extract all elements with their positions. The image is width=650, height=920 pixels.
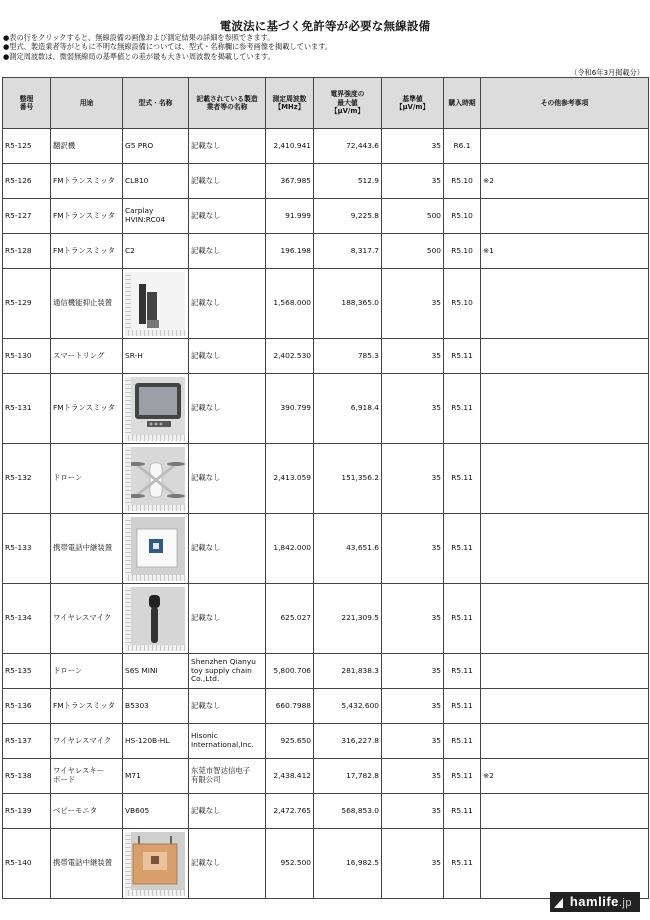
row-other [481,199,649,234]
row-freq: 196.198 [266,234,314,269]
table-row[interactable] [3,339,649,374]
row-purchase: R5.10 [444,269,481,339]
row-freq: 2,438.412 [266,759,314,794]
brand-triangle-icon [554,898,563,908]
row-freq: 2,413.059 [266,444,314,514]
row-purchase: R5.10 [444,234,481,269]
row-use: FMトランスミッタ [51,234,123,269]
row-id: R5-138 [3,759,51,794]
row-use: 翻訳機 [51,129,123,164]
row-id: R5-127 [3,199,51,234]
monitor-device-photo [125,377,185,441]
row-limit: 35 [382,514,444,584]
table-row[interactable] [3,654,649,689]
row-maker: 記載なし [189,829,266,899]
row-maker: 記載なし [189,199,266,234]
row-purchase: R5.11 [444,654,481,689]
row-id: R5-139 [3,794,51,829]
row-id: R5-135 [3,654,51,689]
row-use: スマートリング [51,339,123,374]
row-maker: Shenzhen Qianyu toy supply chain Co.,Ltd. [189,654,266,689]
row-purchase: R5.10 [444,164,481,199]
row-freq: 925.650 [266,724,314,759]
row-model: Carplay HVIN:RC04 [123,199,189,234]
row-limit: 35 [382,724,444,759]
row-model: S6S MINI [123,654,189,689]
row-freq: 2,402.530 [266,339,314,374]
row-id: R5-136 [3,689,51,724]
row-id: R5-137 [3,724,51,759]
row-use: FMトランスミッタ [51,689,123,724]
row-model [123,584,189,654]
header-model: 型式・名称 [123,78,189,129]
row-maker: 記載なし [189,374,266,444]
row-limit: 35 [382,829,444,899]
row-model: VB605 [123,794,189,829]
header-limit: 基準値 【μV/m】 [382,78,444,129]
row-freq: 2,472.765 [266,794,314,829]
table-row[interactable] [3,759,649,794]
header-maker: 記載されている製造 業者等の名称 [189,78,266,129]
row-field: 72,443.6 [314,129,382,164]
table-row[interactable] [3,514,649,584]
row-freq: 390.799 [266,374,314,444]
row-field: 43,651.6 [314,514,382,584]
row-maker: 記載なし [189,164,266,199]
row-other [481,584,649,654]
row-other [481,374,649,444]
row-use: 携帯電話中継装置 [51,514,123,584]
row-model: CL810 [123,164,189,199]
row-maker: 記載なし [189,339,266,374]
brand-name: hamlife [569,894,619,909]
row-field: 221,309.5 [314,584,382,654]
row-limit: 35 [382,164,444,199]
notes [3,33,332,61]
note-line: ●型式、製造業者等がともに不明な無線設備については、型式・名称欄に参考画像を掲載しています。 [3,42,332,52]
row-model [123,514,189,584]
row-field: 17,782.8 [314,759,382,794]
row-purchase: R5.11 [444,794,481,829]
row-limit: 35 [382,374,444,444]
row-id: R5-131 [3,374,51,444]
row-field: 188,365.0 [314,269,382,339]
table-row[interactable] [3,164,649,199]
equipment-table [2,77,649,899]
row-use: FMトランスミッタ [51,199,123,234]
table-row[interactable] [3,724,649,759]
row-field: 568,853.0 [314,794,382,829]
row-field: 8,317.7 [314,234,382,269]
row-freq: 1,842.000 [266,514,314,584]
row-use: ワイヤレスマイク [51,584,123,654]
row-purchase: R6.1 [444,129,481,164]
row-id: R5-129 [3,269,51,339]
row-freq: 660.7988 [266,689,314,724]
row-limit: 35 [382,339,444,374]
row-field: 316,227.8 [314,724,382,759]
row-limit: 35 [382,444,444,514]
antenna-device-photo [125,272,185,336]
table-row[interactable] [3,374,649,444]
row-use: ワイヤレスマイク [51,724,123,759]
row-use: ドローン [51,654,123,689]
row-use: 通信機能抑止装置 [51,269,123,339]
brand-suffix: .jp [618,897,632,909]
table-row[interactable] [3,129,649,164]
row-maker: 記載なし [189,269,266,339]
row-model: M71 [123,759,189,794]
row-purchase: R5.11 [444,444,481,514]
row-limit: 35 [382,759,444,794]
row-freq: 1,568.000 [266,269,314,339]
row-maker: Hisonic International,Inc. [189,724,266,759]
row-other: ※1 [481,234,649,269]
row-model: B5303 [123,689,189,724]
row-other [481,269,649,339]
row-other [481,829,649,899]
row-use: ドローン [51,444,123,514]
row-maker: 記載なし [189,129,266,164]
row-use: ベビーモニタ [51,794,123,829]
row-limit: 35 [382,269,444,339]
row-other [481,794,649,829]
row-freq: 952.500 [266,829,314,899]
row-maker: 記載なし [189,689,266,724]
row-limit: 35 [382,689,444,724]
row-other: ※2 [481,759,649,794]
row-limit: 35 [382,654,444,689]
table-header-row [3,78,649,129]
row-id: R5-130 [3,339,51,374]
row-model [123,374,189,444]
table-row[interactable] [3,794,649,829]
note-line: ●測定周波数は、微弱無線局の基準値との差が最も大きい周波数を掲載しています。 [3,51,275,61]
row-field: 5,432.600 [314,689,382,724]
row-model [123,269,189,339]
brand-logo [550,892,640,912]
row-maker: 記載なし [189,514,266,584]
row-other [481,724,649,759]
table-row[interactable] [3,689,649,724]
row-use: FMトランスミッタ [51,374,123,444]
table-row[interactable] [3,829,649,899]
table-row[interactable] [3,584,649,654]
row-purchase: R5.11 [444,689,481,724]
table-row[interactable] [3,269,649,339]
row-other [481,689,649,724]
row-maker: 記載なし [189,794,266,829]
row-limit: 35 [382,794,444,829]
row-purchase: R5.11 [444,339,481,374]
row-maker: 記載なし [189,584,266,654]
note-line: ●表の行をクリックすると、無線設備の画像および測定結果の詳細を参照できます。 [3,33,275,42]
row-id: R5-125 [3,129,51,164]
row-field: 512.9 [314,164,382,199]
row-purchase: R5.11 [444,514,481,584]
table-row[interactable] [3,444,649,514]
repeater-gold-photo [125,832,185,896]
row-field: 16,982.5 [314,829,382,899]
row-model: G5 PRO [123,129,189,164]
row-freq: 5,800.706 [266,654,314,689]
row-other: ※2 [481,164,649,199]
repeater-white-photo [125,517,185,581]
row-use: ワイヤレスキー ボード [51,759,123,794]
row-maker: 記載なし [189,234,266,269]
row-model: HS-120B-HL [123,724,189,759]
row-model [123,829,189,899]
row-id: R5-126 [3,164,51,199]
header-id: 整理 番号 [3,78,51,129]
drone-photo [125,447,185,511]
row-freq: 625.027 [266,584,314,654]
row-freq: 91.999 [266,199,314,234]
row-other [481,444,649,514]
microphone-photo [125,587,185,651]
row-freq: 367.985 [266,164,314,199]
row-model: C2 [123,234,189,269]
row-limit: 35 [382,584,444,654]
row-field: 151,356.2 [314,444,382,514]
header-other: その他参考事項 [481,78,649,129]
row-other [481,339,649,374]
header-purchase: 購入時期 [444,78,481,129]
table-row[interactable] [3,199,649,234]
row-purchase: R5.11 [444,374,481,444]
row-freq: 2,410.941 [266,129,314,164]
row-maker: 記載なし [189,444,266,514]
row-other [481,129,649,164]
row-id: R5-128 [3,234,51,269]
row-limit: 500 [382,199,444,234]
row-field: 785.3 [314,339,382,374]
row-purchase: R5.11 [444,724,481,759]
row-id: R5-132 [3,444,51,514]
header-field: 電界強度の 最大値 【μV/m】 [314,78,382,129]
row-other [481,654,649,689]
row-model: SR-H [123,339,189,374]
row-id: R5-134 [3,584,51,654]
row-field: 281,838.3 [314,654,382,689]
row-use: 携帯電話中継装置 [51,829,123,899]
row-purchase: R5.10 [444,199,481,234]
date-note: （令和6年3月掲載分） [570,68,644,77]
header-use: 用途 [51,78,123,129]
table-row[interactable] [3,234,649,269]
page-title: 電波法に基づく免許等が必要な無線設備 [219,19,431,33]
row-purchase: R5.11 [444,584,481,654]
row-id: R5-140 [3,829,51,899]
row-field: 9,225.8 [314,199,382,234]
row-limit: 35 [382,129,444,164]
row-field: 6,918.4 [314,374,382,444]
row-limit: 500 [382,234,444,269]
row-purchase: R5.11 [444,829,481,899]
header-freq: 測定周波数 【MHz】 [266,78,314,129]
row-maker: 东莞市智达信电子 有限公司 [189,759,266,794]
row-purchase: R5.11 [444,759,481,794]
row-use: FMトランスミッタ [51,164,123,199]
row-model [123,444,189,514]
row-other [481,514,649,584]
row-id: R5-133 [3,514,51,584]
